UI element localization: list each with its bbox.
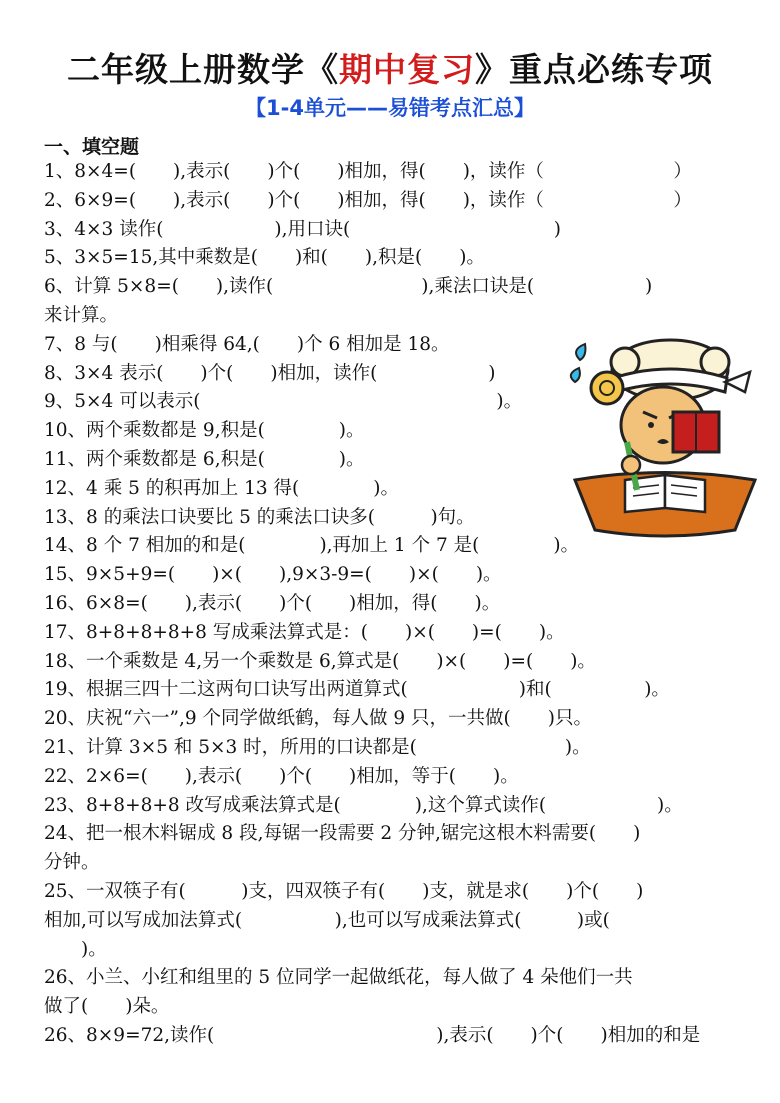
question-line: 16、6×8=( ),表示( )个( )相加，得( )。 (44, 592, 501, 614)
question-line: )。 (44, 938, 107, 960)
question-line: 13、8 的乘法口诀要比 5 的乘法口诀多( )句。 (44, 506, 475, 528)
question-list (44, 158, 744, 1051)
question-line: 22、2×6=( ),表示( )个( )相加，等于( )。 (44, 765, 519, 787)
question-line: 1、8×4=( ),表示( )个( )相加，得( )，读作（ ） (44, 161, 692, 182)
question-line: 2、6×9=( ),表示( )个( )相加，得( )，读作（ ） (44, 189, 692, 211)
question-line: 相加,可以写成加法算式( ),也可以写成乘法算式( )或( (44, 909, 610, 931)
page-subtitle: 【1-4单元——易错考点汇总】 (245, 96, 535, 120)
question-line: 21、计算 3×5 和 5×3 时，所用的口诀都是( )。 (44, 736, 591, 758)
title-highlight: 期中复习 (339, 50, 475, 89)
title-prefix: 二年级上册数学《 (67, 50, 339, 89)
question-line: 23、8+8+8+8 改写成乘法算式是( ),这个算式读作( )。 (44, 794, 683, 816)
question-line: 8、3×4 表示( )个( )相加，读作( ) (44, 362, 496, 384)
page-title (0, 44, 780, 91)
title-suffix: 》重点必练专项 (475, 50, 713, 89)
question-line: 7、8 与( )相乘得 64,( )个 6 相加是 18。 (44, 333, 450, 355)
question-line: 24、把一根木料锯成 8 段,每锯一段需要 2 分钟,锯完这根木料需要( ) (44, 823, 641, 845)
question-line: 26、8×9=72,读作( ),表示( )个( )相加的和是 (44, 1024, 701, 1046)
question-line: 18、一个乘数是 4,另一个乘数是 6,算式是( )×( )=( )。 (44, 650, 596, 672)
question-line: 12、4 乘 5 的积再加上 13 得( )。 (44, 477, 399, 499)
question-line: 20、庆祝“六一”,9 个同学做纸鹤，每人做 9 只，一共做( )只。 (44, 708, 592, 730)
question-line: 5、3×5=15,其中乘数是( )和( ),积是( )。 (44, 247, 485, 269)
question-line: 14、8 个 7 相加的和是( ),再加上 1 个 7 是( )。 (44, 535, 580, 557)
question-line: 17、8+8+8+8+8 写成乘法算式是：( )×( )=( )。 (44, 621, 565, 643)
studying-sheep-illustration (565, 330, 765, 540)
question-line: 19、根据三四十二这两句口诀写出两道算式( )和( )。 (44, 679, 670, 701)
question-line: 3、4×3 读作( ),用口诀( ) (44, 218, 561, 240)
question-line: 26、小兰、小红和组里的 5 位同学一起做纸花，每人做了 4 朵他们一共 (44, 967, 633, 989)
question-line: 9、5×4 可以表示( )。 (44, 391, 523, 413)
question-line: 15、9×5+9=( )×( ),9×3-9=( )×( )。 (44, 564, 502, 586)
question-line: 10、两个乘数都是 9,积是( )。 (44, 420, 365, 442)
question-line: 6、计算 5×8=( ),读作( ),乘法口诀是( ) (44, 276, 653, 298)
question-line: 来计算。 (44, 304, 119, 326)
question-line: 25、一双筷子有( )支，四双筷子有( )支，就是求( )个( ) (44, 880, 644, 902)
question-line: 做了( )朵。 (44, 996, 170, 1018)
question-line: 分钟。 (44, 852, 100, 874)
section-title: 一、填空题 (44, 136, 140, 158)
question-line: 11、两个乘数都是 6,积是( )。 (44, 448, 365, 470)
